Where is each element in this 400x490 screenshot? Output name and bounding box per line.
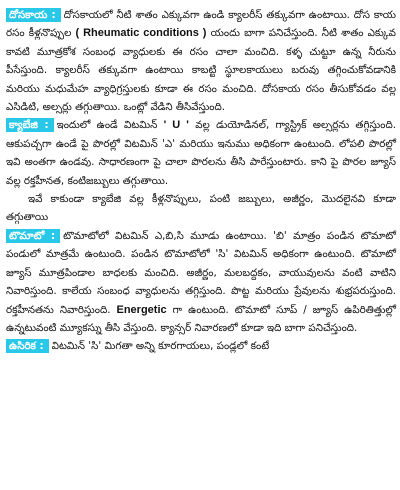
english-term: Energetic	[116, 303, 167, 316]
english-term: ( Rheumatic conditions )	[75, 27, 207, 40]
body-text: టొమాటోలో విటమిన్ ఎ,బి,సి మూడు ఉంటాయి. 'బి' మాత్రం పండిన టొమాటో పండులో మాత్రమే ఉంటుంది. పండిన టొమాటోలో 'సి' విటమిన్ అధికంగా ఉంటుంది. టొమాటో జ్యూస్ మూత్రపిండాల బాధలకు మంచిది. అజీర్ణం, మలబద్దకం, వాయువులను వంటి వాటిని నివారిస్తుంది. కాలేయ సంబంధ వ్యాధులను తగ్గిస్తుంది. పొట్ట మరియు ప్రేవులను శుభ్రపరుస్తుంది. రక్తహీనతను నివారిస్తుంది.	[6, 229, 396, 316]
body-text: యందు బాగా పనిచేస్తుంది. నీటి శాతం ఎక్కువ కావటి మూత్రకోశ సంబంధ వ్యాధులకు ఈ రసం చాలా మంచిది. కళ్ళ చుట్టూ ఉన్న నీరును పీసేస్తుంది. క్యాలరీస్ తక్కువగా ఉంటాయి కాబట్టి స్థూలకాయులు బరువు తగ్గించుకోవడానికి మరియు మధుమేహ వ్యాధిగ్రస్తులకు కూడా ఈ రసం మంచిది. దోసకాయ రసం తీసుకోవడం వల్ల ఎసిడిటి, అల్సర్లు తగ్గుతాయి. ఒంట్లో వేడిని తీసివేస్తుంది.	[6, 27, 396, 114]
section-heading: ఉసిరిక :	[6, 339, 49, 353]
section-3	[6, 337, 396, 355]
english-term: ' U '	[163, 119, 189, 132]
body-text: ఇవే కాకుండా క్యాబేజి వల్ల కీళ్లనొప్పులు, పంటి జబ్బులు, అజీర్ణం, మొదలైనవి కూడా తగ్గుతాయి	[6, 193, 396, 224]
body-text: వల్ల డుయోడినల్, గ్యాస్ట్రిక్ అల్సర్లను తగ్గిస్తుంది. ఆకుపచ్చగా ఉండే పై పొరల్లో విటమిన్ 'ఎ' మరియు ఇనుము అధికంగా ఉంటుంది. లోపలి పొరల్లో ఇవి అంతగా ఉండవు. సాధారణంగా పై చాలా పొరలను తీసి పారేస్తుంటారు. కాని పై పొరల జ్యూస్ వల్ల రక్తహీనత, కంటిజబ్బులు తగ్గుతాయి.	[6, 119, 397, 187]
body-text: విటమిన్ 'సి' మిగతా అన్ని కూరగాయలు, పండ్లలో కంటే	[51, 340, 270, 353]
body-text: గా ఉంటుంది. టొమాటో సూప్ / జ్యూస్ ఉపిరితిత్తుల్లో ఉన్నటువంటి మ్యూకస్ను తీసి వేస్తుంది. క్యాన్సర్ నివారణలో కూడా ఇది బాగా పనిచేస్తుంది.	[6, 303, 397, 334]
section-heading: టొమాటో :	[6, 229, 60, 243]
section-0	[6, 6, 396, 116]
section-heading: దోసకాయ :	[6, 8, 61, 22]
body-text: దోసకాయలో నీటి శాతం ఎక్కువగా ఉండి క్యాలరీస్ తక్కువగా ఉంటాయి. దోస కాయ రసం కీళ్లనొప్పుల	[6, 9, 396, 40]
section-2	[6, 227, 396, 337]
section-1	[6, 116, 396, 226]
section-heading: క్యాబేజి :	[6, 118, 54, 132]
body-text: ఇందులో ఉండే విటమిన్	[56, 119, 164, 132]
